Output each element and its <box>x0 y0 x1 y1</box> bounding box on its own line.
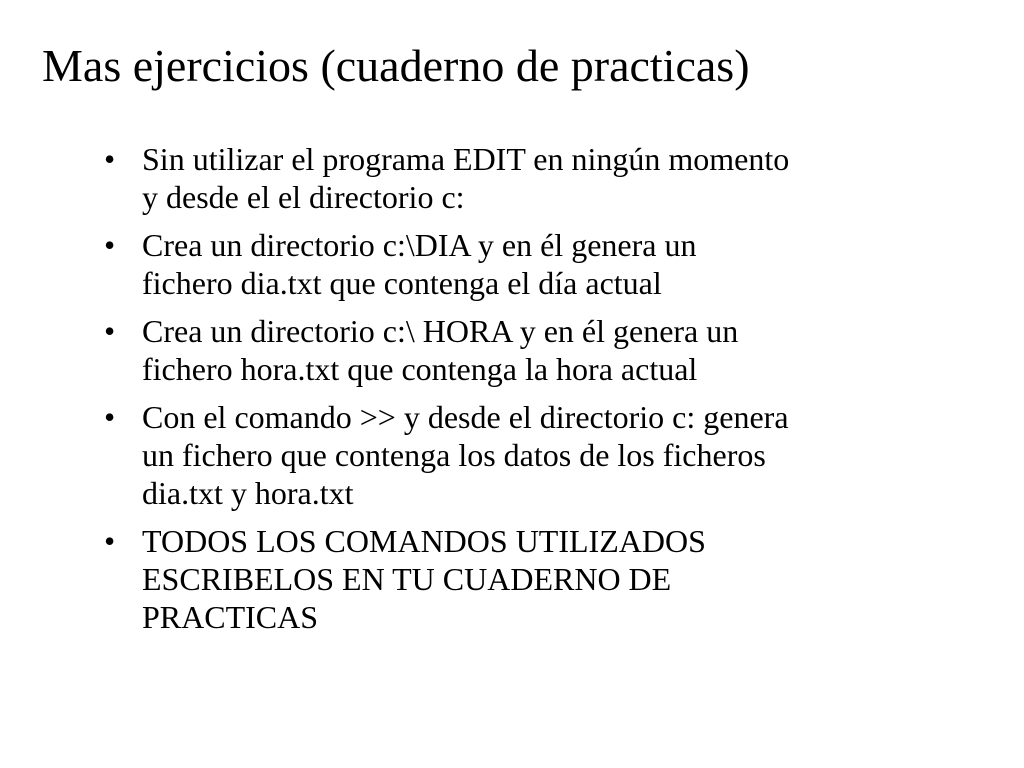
bullet-line: Con el comando >> y desde el directorio c: genera <box>142 399 789 435</box>
bullet-item-4 <box>104 398 964 512</box>
bullet-icon: • <box>104 523 116 559</box>
bullet-line: un fichero que contenga los datos de los ficheros <box>142 437 766 473</box>
bullet-line: TODOS LOS COMANDOS UTILIZADOS <box>142 523 706 559</box>
bullet-list <box>104 140 964 646</box>
bullet-line: fichero dia.txt que contenga el día actual <box>142 265 662 301</box>
bullet-item-5 <box>104 522 964 636</box>
bullet-icon: • <box>104 227 116 263</box>
bullet-line: y desde el el directorio c: <box>142 179 465 215</box>
bullet-line: Crea un directorio c:\DIA y en él genera un <box>142 227 697 263</box>
bullet-line: fichero hora.txt que contenga la hora actual <box>142 351 698 387</box>
bullet-item-1 <box>104 140 964 216</box>
bullet-line: Sin utilizar el programa EDIT en ningún momento <box>142 141 790 177</box>
bullet-icon: • <box>104 313 116 349</box>
bullet-line: PRACTICAS <box>142 599 319 635</box>
bullet-icon: • <box>104 399 116 435</box>
slide-title: Mas ejercicios (cuaderno de practicas) <box>42 40 750 91</box>
bullet-item-2 <box>104 226 964 302</box>
bullet-line: ESCRIBELOS EN TU CUADERNO DE <box>142 561 672 597</box>
bullet-icon: • <box>104 141 116 177</box>
bullet-line: Crea un directorio c:\ HORA y en él genera un <box>142 313 739 349</box>
bullet-item-3 <box>104 312 964 388</box>
bullet-line: dia.txt y hora.txt <box>142 475 354 511</box>
